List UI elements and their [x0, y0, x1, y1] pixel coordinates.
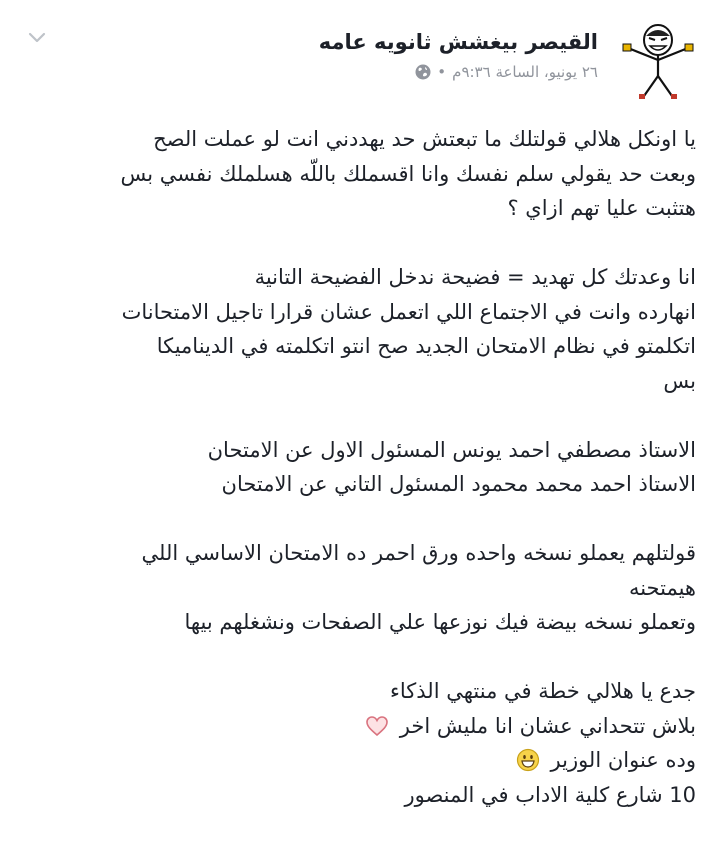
post-line: انا وعدتك كل تهديد = فضيحة ندخل الفضيحة التانية [254, 265, 696, 289]
post-line: جدع يا هلالي خطة في منتهي الذكاء [390, 679, 696, 703]
heart-icon [365, 714, 389, 738]
post-line-text: بلاش تتحداني عشان انا مليش اخر [399, 713, 696, 738]
post-line: بس [663, 368, 696, 393]
post-line-with-smile [20, 743, 696, 778]
grinning-face-icon [516, 748, 540, 772]
post-line: الاستاذ مصطفي احمد يونس المسئول الاول عن الامتحان [207, 437, 696, 462]
separator-dot: • [437, 63, 447, 81]
blank-line [20, 502, 696, 537]
author-name[interactable]: القيصر بيغشش ثانويه عامه [318, 30, 598, 54]
avatar[interactable] [618, 20, 698, 100]
stick-figure-icon [618, 20, 698, 100]
post-header [20, 16, 698, 106]
post-line: هتثبت عليا تهم ازاي ؟ [507, 196, 696, 220]
post-line: قولتلهم يعملو نسخه واحده ورق احمر ده الامتحان الاساسي اللي [141, 541, 696, 565]
blank-line [20, 226, 696, 261]
post-meta [319, 28, 598, 82]
chevron-down-icon[interactable] [26, 26, 48, 48]
globe-icon[interactable] [415, 64, 431, 80]
post-line-text: وده عنوان الوزير [550, 748, 696, 772]
blank-line [20, 398, 696, 433]
post-line: هيمتحنه [628, 575, 696, 600]
post-line: انهارده وانت في الاجتماع اللي اتعمل عشان قرارا تاجيل الامتحانات [121, 299, 696, 324]
post-timestamp[interactable]: ٢٦ يونيو، الساعة ٩:٣٦م [452, 63, 598, 81]
post-line: وبعت حد يقولي سلم نفسك وانا اقسملك باللّه هسلملك نفسي بس [120, 161, 696, 186]
post-line: وتعملو نسخه بيضة فيك نوزعها علي الصفحات ونشغلهم بيها [184, 610, 696, 634]
post-line: الاستاذ احمد محمد محمود المسئول التاني عن الامتحان [221, 472, 696, 496]
post-body [20, 122, 696, 812]
post-line: 10 شارع كلية الاداب في المنصور [404, 782, 696, 807]
post-line: اتكلمتو في نظام الامتحان الجديد صح انتو اتكلمته في الديناميكا [156, 334, 696, 358]
post-line: يا اونكل هلالي قولتلك ما تبعتش حد يهددني انت لو عملت الصح [153, 127, 696, 151]
post-subline [319, 62, 598, 82]
post-line-with-heart [20, 709, 696, 744]
blank-line [20, 640, 696, 675]
